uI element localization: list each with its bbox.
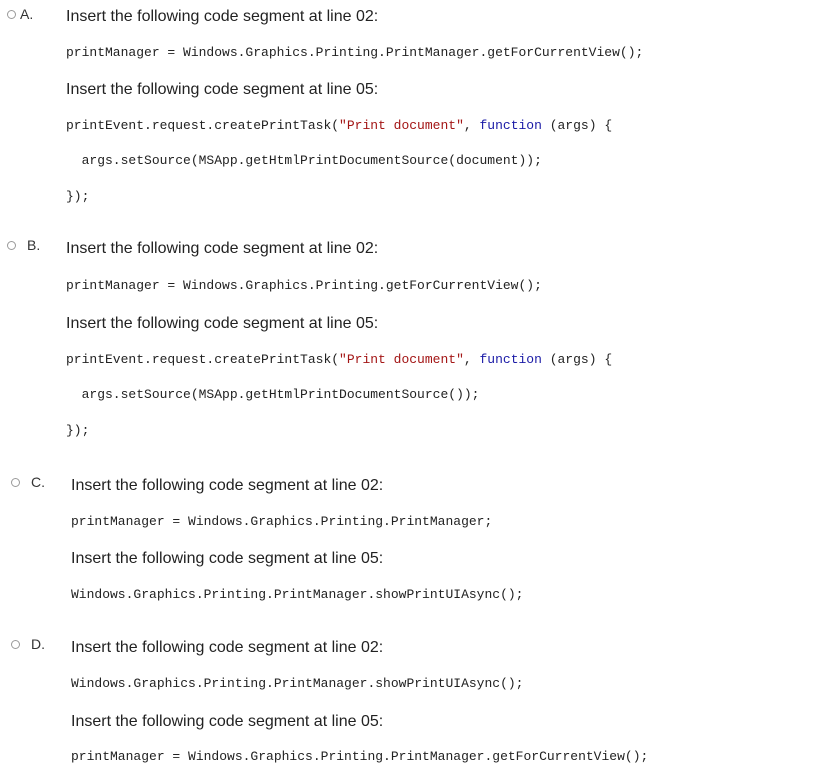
option-a-radio[interactable] (7, 10, 16, 19)
option-a-code-4: }); (66, 189, 90, 204)
code-text: (args) { (541, 118, 613, 133)
option-a-instruction-1: Insert the following code segment at line 02: (66, 8, 379, 25)
option-b-instruction-1: Insert the following code segment at line 02: (66, 240, 379, 257)
option-a-instruction-2: Insert the following code segment at line 05: (66, 81, 379, 98)
code-text: printEvent.request.createPrintTask( (66, 352, 340, 367)
code-text: , (463, 118, 480, 133)
option-d-instruction-2: Insert the following code segment at line 05: (71, 713, 384, 730)
option-c-instruction-2: Insert the following code segment at line 05: (71, 550, 384, 567)
option-c-letter: C. (31, 474, 45, 490)
option-d-code-2: printManager = Windows.Graphics.Printing.PrintManager.getForCurrentView(); (71, 749, 649, 764)
code-string: "Print document" (339, 352, 464, 367)
option-b-code-3: args.setSource(MSApp.getHtmlPrintDocumentSource()); (66, 387, 480, 402)
option-b-code-1: printManager = Windows.Graphics.Printing.getForCurrentView(); (66, 278, 542, 293)
code-text: (args) { (541, 352, 613, 367)
option-d-code-1: Windows.Graphics.Printing.PrintManager.showPrintUIAsync(); (71, 676, 524, 691)
option-b-radio[interactable] (7, 241, 16, 250)
option-c-code-2: Windows.Graphics.Printing.PrintManager.showPrintUIAsync(); (71, 587, 524, 602)
code-keyword: function (479, 118, 542, 133)
option-b-code-4: }); (66, 423, 90, 438)
option-a-code-1: printManager = Windows.Graphics.Printing.PrintManager.getForCurrentView(); (66, 45, 644, 60)
code-keyword: function (479, 352, 542, 367)
option-b-code-2 (66, 352, 612, 367)
code-string: "Print document" (339, 118, 464, 133)
option-b-instruction-2: Insert the following code segment at line 05: (66, 315, 379, 332)
option-d-letter: D. (31, 636, 45, 652)
code-text: printEvent.request.createPrintTask( (66, 118, 340, 133)
option-a-code-3: args.setSource(MSApp.getHtmlPrintDocumentSource(document)); (66, 153, 542, 168)
option-c-instruction-1: Insert the following code segment at line 02: (71, 477, 384, 494)
option-a-code-2 (66, 118, 612, 133)
option-b-letter: B. (27, 237, 41, 253)
code-text: , (463, 352, 480, 367)
option-d-radio[interactable] (11, 640, 20, 649)
option-a-letter: A. (20, 6, 34, 22)
option-d-instruction-1: Insert the following code segment at line 02: (71, 639, 384, 656)
option-c-radio[interactable] (11, 478, 20, 487)
option-c-code-1: printManager = Windows.Graphics.Printing.PrintManager; (71, 514, 493, 529)
